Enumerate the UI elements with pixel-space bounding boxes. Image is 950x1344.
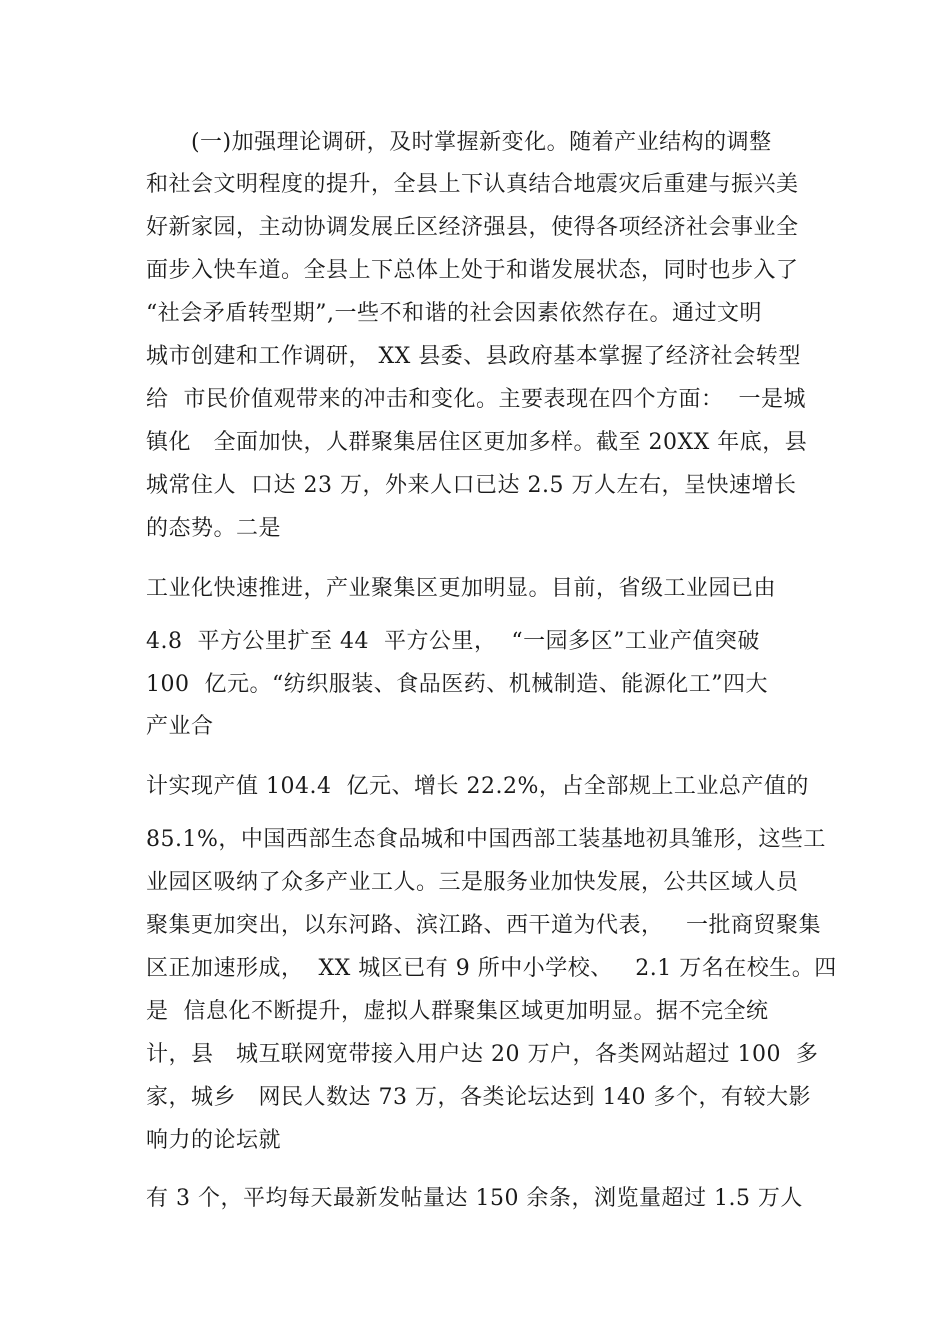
text-line: 给 市民价值观带来的冲击和变化。主要表现在四个方面： 一是城 (146, 387, 806, 412)
text-line: 响力的论坛就 (146, 1128, 282, 1153)
text-line: (一)加强理论调研，及时掌握新变化。随着产业结构的调整 (146, 130, 772, 155)
text-line: 面步入快车道。全县上下总体上处于和谐发展状态，同时也步入了 (146, 258, 799, 283)
text-line: 100 亿元。“纺织服装、食品医药、机械制造、能源化工”四大 (146, 672, 768, 697)
text-line: 家，城乡 网民人数达 73 万，各类论坛达到 140 多个，有较大影 (146, 1085, 811, 1110)
text-line: 是 信息化不断提升，虚拟人群聚集区域更加明显。据不完全统 (146, 999, 769, 1024)
text-line: 聚集更加突出，以东河路、滨江路、西干道为代表， 一批商贸聚集 (146, 913, 821, 938)
text-line: 有 3 个，平均每天最新发帖量达 150 余条，浏览量超过 1.5 万人 (146, 1186, 803, 1211)
text-line: 业园区吸纳了众多产业工人。三是服务业加快发展，公共区域人员 (146, 870, 799, 895)
text-line: “社会矛盾转型期”,一些不和谐的社会因素依然存在。通过文明 (146, 301, 762, 326)
text-line: 镇化 全面加快，人群聚集居住区更加多样。截至 20XX 年底，县 (146, 430, 808, 455)
text-line: 计实现产值 104.4 亿元、增长 22.2%，占全部规上工业总产值的 (146, 774, 809, 799)
text-line: 和社会文明程度的提升，全县上下认真结合地震灾后重建与振兴美 (146, 172, 799, 197)
text-line: 区正加速形成， XX 城区已有 9 所中小学校、 2.1 万名在校生。四 (146, 956, 837, 981)
text-line: 城市创建和工作调研， XX 县委、县政府基本掌握了经济社会转型 (146, 344, 801, 369)
text-line: 工业化快速推进，产业聚集区更加明显。目前，省级工业园已由 (146, 576, 777, 601)
text-line: 计，县 城互联网宽带接入用户达 20 万户，各类网站超过 100 多 (146, 1042, 819, 1067)
text-line: 的态势。二是 (146, 516, 282, 541)
text-line: 85.1%，中国西部生态食品城和中国西部工装基地初具雏形，这些工 (146, 827, 826, 852)
text-line: 城常住人 口达 23 万，外来人口已达 2.5 万人左右，呈快速增长 (146, 473, 797, 498)
text-line: 产业合 (146, 714, 214, 739)
text-line: 4.8 平方公里扩至 44 平方公里， “一园多区”工业产值突破 (146, 629, 760, 654)
text-line: 好新家园，主动协调发展丘区经济强县，使得各项经济社会事业全 (146, 215, 799, 240)
